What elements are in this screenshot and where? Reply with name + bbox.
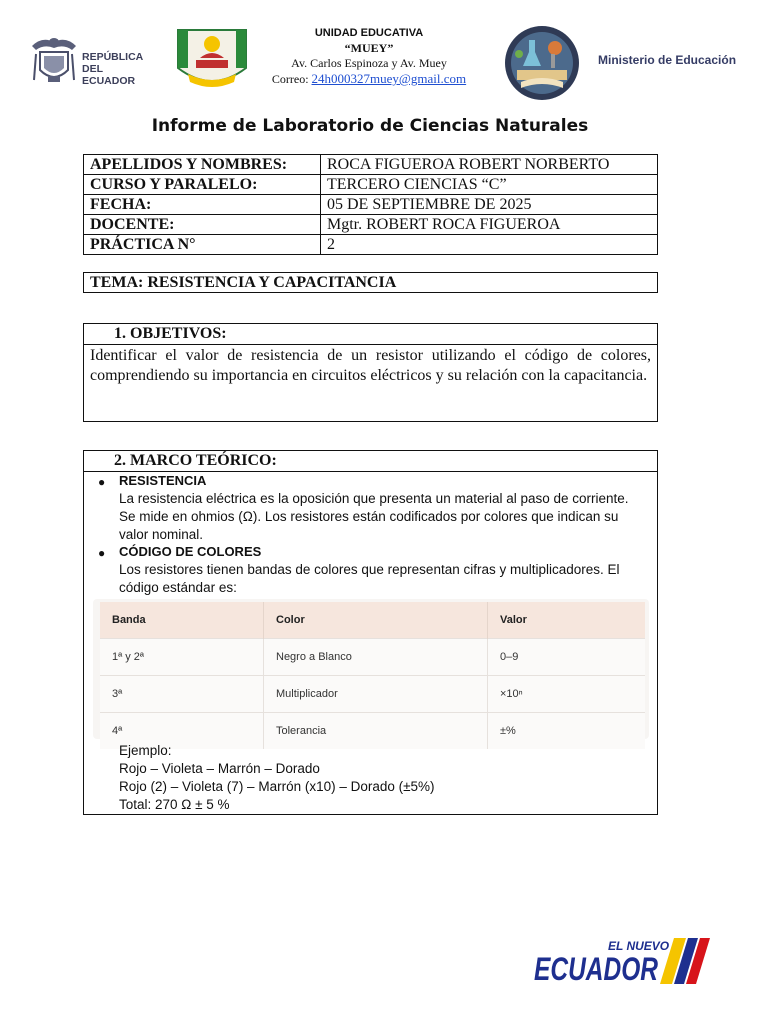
- example-line: Rojo (2) – Violeta (7) – Marrón (x10) – Dorado (±5%): [119, 779, 435, 794]
- marco-body: [83, 471, 658, 815]
- el-nuevo-ecuador-logo: [532, 934, 722, 992]
- school-crest-icon: [174, 24, 250, 100]
- info-value: Mgtr. ROBERT ROCA FIGUEROA: [321, 215, 658, 235]
- school-address: Av. Carlos Espinoza y Av. Muey: [291, 56, 447, 70]
- info-key: APELLIDOS Y NOMBRES:: [84, 155, 321, 175]
- table-row: [84, 155, 658, 175]
- school-email-row: [252, 71, 486, 87]
- marco-heading: 2. MARCO TEÓRICO:: [114, 452, 277, 469]
- objetivos-heading: 1. OBJETIVOS:: [114, 325, 227, 342]
- email-label: Correo:: [271, 72, 309, 86]
- column-header: Banda: [100, 602, 264, 639]
- info-value: 05 DE SEPTIEMBRE DE 2025: [321, 195, 658, 215]
- table-cell: 4ª: [100, 713, 264, 750]
- table-cell: ±%: [488, 713, 646, 750]
- info-key: FECHA:: [84, 195, 321, 215]
- table-cell: Negro a Blanco: [264, 639, 488, 676]
- table-row: [84, 175, 658, 195]
- table-cell: Multiplicador: [264, 676, 488, 713]
- school-name: UNIDAD EDUCATIVA: [314, 27, 424, 39]
- table-row: [100, 676, 645, 713]
- email-link[interactable]: 24h000327muey@gmail.com: [311, 71, 467, 86]
- republica-line2: DEL ECUADOR: [82, 63, 136, 87]
- republica-text: [82, 51, 150, 87]
- table-row: [84, 215, 658, 235]
- republica-logo: [28, 32, 150, 88]
- ministry-text: Ministerio de Educación: [598, 53, 737, 67]
- resistencia-text: La resistencia eléctrica es la oposición que presenta un material al paso de corriente. Se mide en ohmios (Ω). Los resistores están codificados por colores que indican su valor nominal.: [119, 491, 629, 542]
- tema-box: TEMA: RESISTENCIA Y CAPACITANCIA: [83, 272, 658, 293]
- color-code-table-wrap: [93, 599, 649, 739]
- table-row: [84, 235, 658, 255]
- color-code-table: [100, 602, 645, 749]
- info-value: 2: [321, 235, 658, 255]
- table-cell: 3ª: [100, 676, 264, 713]
- logo-big-text: ECUADOR: [534, 951, 658, 987]
- info-key: CURSO Y PARALELO:: [84, 175, 321, 195]
- table-row: [100, 639, 645, 676]
- objetivos-text: Identificar el valor de resistencia de un resistor utilizando el código de colores, comprendiendo su importancia en circuitos eléctricos y su relación con la capacitancia.: [83, 344, 658, 422]
- school-short-name: “MUEY”: [344, 41, 394, 55]
- science-lab-icon: [499, 24, 585, 102]
- bullet-icon: ●: [98, 546, 106, 560]
- table-cell: 1ª y 2ª: [100, 639, 264, 676]
- student-info-table: [83, 154, 658, 255]
- republica-line1: REPÚBLICA: [82, 51, 144, 63]
- example-block: [119, 742, 435, 814]
- info-value: TERCERO CIENCIAS “C”: [321, 175, 658, 195]
- table-header-row: [100, 602, 645, 639]
- table-cell: 0–9: [488, 639, 646, 676]
- example-line: Total: 270 Ω ± 5 %: [119, 797, 230, 812]
- column-header: Valor: [488, 602, 646, 639]
- example-line: Ejemplo:: [119, 743, 172, 758]
- info-value: ROCA FIGUEROA ROBERT NORBERTO: [321, 155, 658, 175]
- resistencia-title: RESISTENCIA: [119, 473, 207, 488]
- example-line: Rojo – Violeta – Marrón – Dorado: [119, 761, 320, 776]
- table-cell: ×10ⁿ: [488, 676, 646, 713]
- codigo-colores-text: Los resistores tienen bandas de colores que representan cifras y multiplicadores. El código estándar es:: [119, 562, 620, 595]
- info-key: DOCENTE:: [84, 215, 321, 235]
- marco-heading-box: [83, 450, 658, 472]
- school-info: [252, 26, 486, 87]
- info-key: PRÁCTICA N°: [84, 235, 321, 255]
- table-cell: Tolerancia: [264, 713, 488, 750]
- bullet-icon: ●: [98, 475, 106, 489]
- column-header: Color: [264, 602, 488, 639]
- codigo-colores-title: CÓDIGO DE COLORES: [119, 544, 262, 559]
- table-row: [84, 195, 658, 215]
- document-title: Informe de Laboratorio de Ciencias Naturales: [151, 116, 589, 136]
- ecuador-coat-of-arms-icon: [28, 32, 80, 88]
- objetivos-heading-box: [83, 323, 658, 345]
- logo-small-text: EL NUEVO: [608, 939, 670, 953]
